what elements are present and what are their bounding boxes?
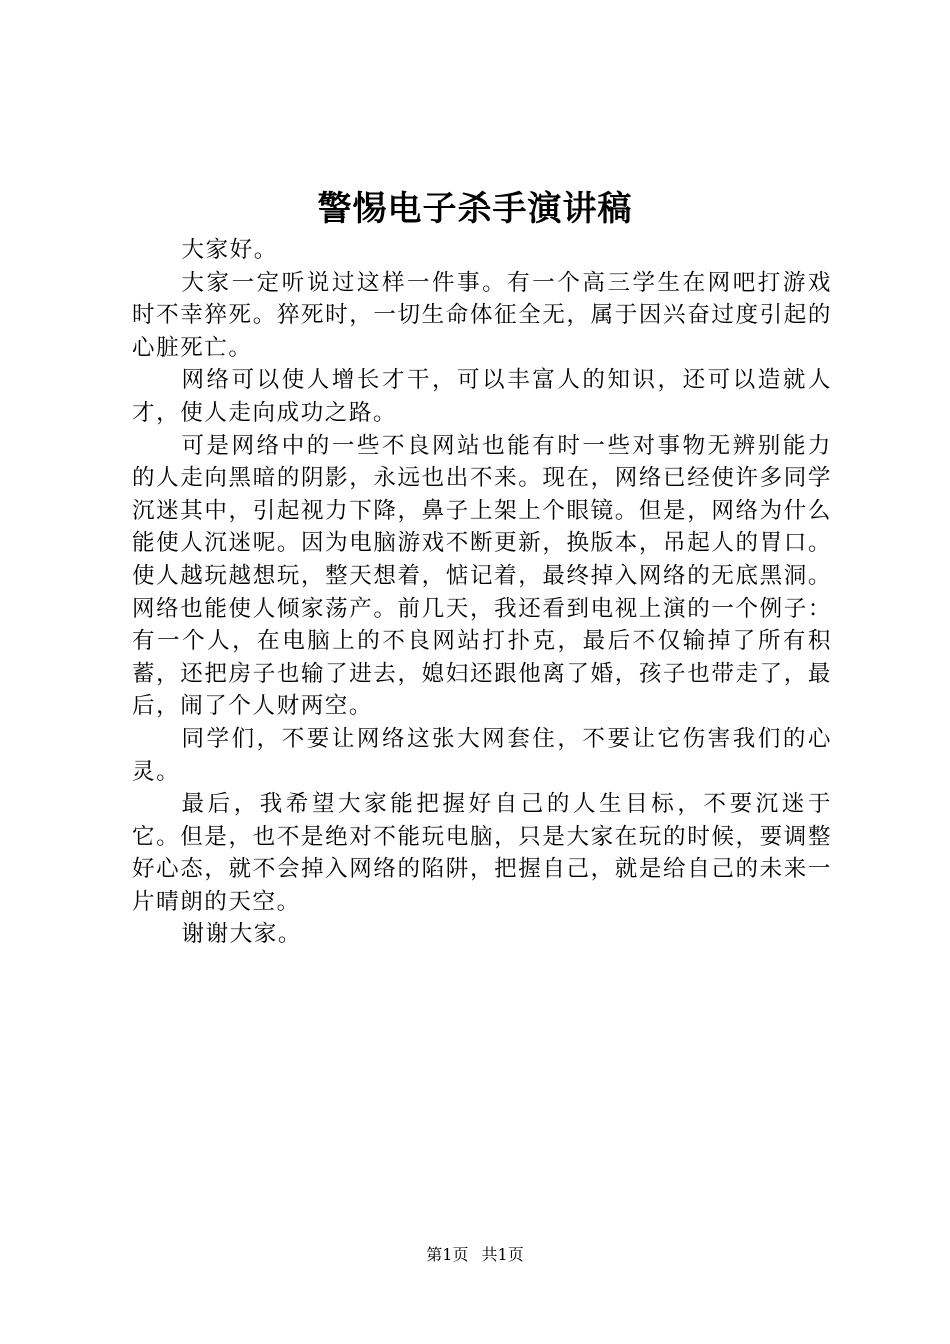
paragraph-conclusion: 最后，我希望大家能把握好自己的人生目标，不要沉迷于它。但是，也不是绝对不能玩电脑，只是大家在玩的时候，要调整好心态，就不会掉入网络的陷阱，把握自己，就是给自己的未来一片晴朗的天空。 xyxy=(132,791,832,915)
page-total: 共1页 xyxy=(481,1245,524,1264)
paragraph-thanks: 谢谢大家。 xyxy=(181,921,303,948)
paragraph-dangers: 可是网络中的一些不良网站也能有时一些对事物无辨别能力的人走向黑暗的阴影，永远也出不来。现在，网络已经使许多同学沉迷其中，引起视力下降，鼻子上架上个眼镜。但是，网络为什么能使人沉迷呢。因为电脑游戏不断更新，换版本，吊起人的胃口。使人越玩越想玩，整天想着，惦记着，最终掉入网络的无底黑洞。网络也能使人倾家荡产。前几天，我还看到电视上演的一个例子：有一个人，在电脑上的不良网站打扑克，最后不仅输掉了所有积蓄，还把房子也输了进去，媳妇还跟他离了婚，孩子也带走了，最后，闹了个人财两空。 xyxy=(132,432,832,720)
paragraph-appeal: 同学们，不要让网络这张大网套住，不要让它伤害我们的心灵。 xyxy=(132,725,832,785)
document-body xyxy=(132,234,832,951)
paragraph-benefits: 网络可以使人增长才干，可以丰富人的知识，还可以造就人才，使人走向成功之路。 xyxy=(132,367,832,426)
page-footer xyxy=(0,1244,950,1266)
document-title: 警惕电子杀手演讲稿 xyxy=(317,189,633,229)
paragraph-greeting: 大家好。 xyxy=(181,237,278,263)
page-number: 第1页 xyxy=(426,1245,469,1264)
paragraph-story: 大家一定听说过这样一件事。有一个高三学生在网吧打游戏时不幸猝死。猝死时，一切生命体征全无，属于因兴奋过度引起的心脏死亡。 xyxy=(132,269,832,361)
